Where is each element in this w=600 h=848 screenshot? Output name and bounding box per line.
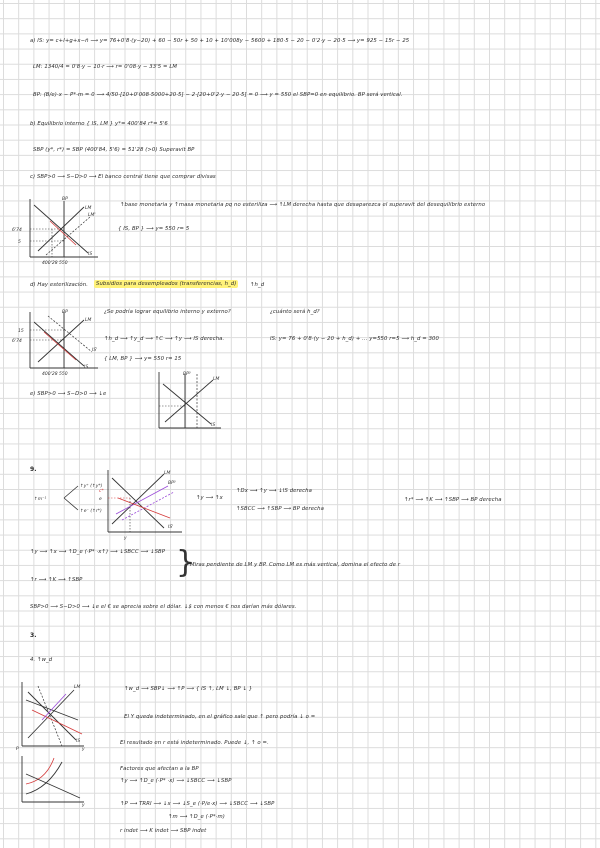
is-red <box>50 221 76 245</box>
graph-d <box>12 310 100 377</box>
section-9: 9. <box>30 466 37 473</box>
label-r674: 6'74 <box>12 228 22 233</box>
eq-e: e) SBP>0 ⟶ S−D>0 ⟶ ↓e <box>30 391 107 397</box>
eq-4-factors: Factores que afectan a la BP <box>120 766 199 772</box>
label-is: IS <box>76 739 81 744</box>
label-bp: BP <box>62 197 68 202</box>
eq-9-rk: ↑r ⟶ ↑K ⟶ ↑SBP <box>30 577 83 583</box>
eq-d-howmuch: ¿cuánto será h_d? <box>270 309 320 315</box>
label-lm2: LM' <box>88 213 96 218</box>
eq-d-title: d) Hay esterilización. <box>30 282 88 288</box>
eq-4-indet: r indet ⟶ K indet ⟶ SBP indet <box>120 828 207 834</box>
label-y: y <box>82 803 85 808</box>
eq-bp: BP: (B/e)·x − P*·m = 0 ⟶ 4/50·[10+0'008·5000+20·5] − 2·[20+0'2·y − 20·5] = 0 ⟶ y = 550 el SBP=0 en equilibrio. BP será vertical. <box>33 92 403 98</box>
graph-4-bottom <box>18 754 90 808</box>
label-yaxis: 400'28 550 <box>42 261 68 266</box>
eq-9-sbp: SBP>0 ⟶ S−D>0 ⟶ ↓e el € se aprecia sobre el dólar. ↓$ con menos € nos darían más dólares. <box>30 604 297 610</box>
label-bot: ↑e⁻ (↑r*) <box>80 509 102 514</box>
eq-c: c) SBP>0 ⟶ S−D>0 ⟶ El banco central tiene que comprar divisas <box>30 174 216 180</box>
brace-9: } <box>176 545 196 580</box>
label-is: IS <box>88 252 93 257</box>
graph-4-top <box>18 680 90 750</box>
eq-is: a) IS: y= c+I+g+x−ñ ⟶ y= 76+0'8·(y−20) + 60 − 50r + 50 + 10 + 10'008y − 5600 + 180·5 − 20 − 0'2·y − 20·5 ⟶ y= 925 − 15r − 25 <box>30 38 410 44</box>
eq-c-eq: { IS, BP } ⟶ y= 550 r= 5 <box>118 226 190 232</box>
label-bp: BP <box>62 310 68 315</box>
eq-d-is: IS: y= 76 + 0'8·(y − 20 + h_d) + ... y=550 r=5 ⟶ h_d = 300 <box>270 336 439 342</box>
eq-9-miras: Miras pendiente de LM y BP. Como LM es más vertical, domina el efecto de r <box>190 562 401 568</box>
eq-4-y: El Y queda indeterminado, en el gráfico sale que ↑ pero podría ↓ o = <box>124 714 316 720</box>
eq-9-top: ↑y ⟶ ↑x <box>196 495 223 501</box>
graph-9-left <box>34 478 104 518</box>
label-r5: 5 <box>18 240 21 245</box>
graph-9 <box>98 468 188 540</box>
eq-9-y: ↑y ⟶ ↑x ⟶ ↑D_e (·P* ·x↑) ⟶ ↓SBCC ⟶ ↓SBP <box>30 549 166 555</box>
eq-internal: b) Equilibrio interno { IS, LM } y*= 400'84 r*= 5'6 <box>30 121 168 127</box>
label-bp0: BP⁰ <box>183 372 191 377</box>
eq-9-b: ↑SBCC ⟶ ↑SBP ⟶ BP derecha <box>236 506 324 512</box>
label-is-prime: IS' <box>92 348 98 353</box>
label-e: e <box>99 497 102 502</box>
eq-4-r: El resultado en r está indeterminado. Puede ↓, ↑ o =. <box>120 740 269 746</box>
label-y: y <box>124 536 127 541</box>
label-lm: LM <box>164 471 171 476</box>
label-bp0: BP⁰ <box>168 481 176 486</box>
label-is-prime: IS' <box>168 525 174 530</box>
eq-c-mon: ↑base monetaria y ↑masa monetaria pq no esteriliza ⟶ ↑LM derecha hasta que desaparezca el superavit del desequilibrio externo <box>120 202 486 208</box>
eq-d-chain: ↑h_d ⟶ ↑y_d ⟶ ↑C ⟶ ↑y ⟶ IS derecha. <box>104 336 225 342</box>
eq-sbp: SBP (y*, r*) = SBP (400'84, 5'6) = 51'28 (>0) Superavit BP <box>33 147 195 153</box>
label-rm: ↑m⁻¹ <box>34 497 47 502</box>
label-is: IS <box>84 365 89 370</box>
eq-4-fp: ↑P ⟶ TRRI ⟶ ↓x ⟶ ↓S_e (·P/e·x) ⟶ ↓SBCC ⟶ ↓SBP <box>120 801 275 807</box>
label-y: y <box>82 747 85 752</box>
label-top: ↑y⁺ (↑y*) <box>80 484 103 489</box>
eq-4-fm: ↑m ⟶ ↑D_e (·P*·m) <box>168 814 225 820</box>
section-4: 4. ↑w_d <box>30 657 53 663</box>
graph-e <box>155 370 225 436</box>
label-yaxis: 400'28 550 <box>42 372 68 377</box>
graph-c <box>12 195 100 266</box>
label-p: P <box>16 747 19 752</box>
eq-d-question: ¿Se podría lograr equilibrio interno y externo? <box>104 309 231 315</box>
eq-d-lmbp: { LM, BP } ⟶ y= 550 r= 15 <box>104 356 182 362</box>
label-lm: LM <box>85 206 92 211</box>
eq-4-fy: ↑y ⟶ ↑D_e (·P* ·x) ⟶ ↓SBCC ⟶ ↓SBP <box>120 778 232 784</box>
eq-d-hd: ↑h_d <box>250 282 265 288</box>
is-red <box>44 332 76 360</box>
label-r674: 6'74 <box>12 339 22 344</box>
eq-9-a: ↑Dx ⟶ ↑y ⟶ ↓IS derecha <box>236 488 312 494</box>
label-lm: LM <box>74 685 81 690</box>
section-3: 3. <box>30 632 37 639</box>
lm-curve <box>38 320 84 362</box>
label-lm: LM <box>85 318 92 323</box>
eq-4-chain: ↑w_d ⟶ SBP↓ ⟶ ↑P ⟶ { IS ↑, LM ↓, BP ↓ } <box>124 686 253 692</box>
eq-9-r: ↑r* ⟶ ↑K ⟶ ↑SBP ⟶ BP derecha <box>404 497 502 503</box>
eq-d-highlight: Subsidios para desempleados (transferencias, h_d) <box>96 281 237 287</box>
eq-lm: LM: 1340/4 = 0'8·y − 10·r ⟶ r= 0'08·y − 33'5 = LM <box>33 64 178 70</box>
label-is: IS <box>211 423 216 428</box>
label-lm: LM <box>213 377 220 382</box>
label-r15: 15 <box>18 329 24 334</box>
label-cfwd: c* <box>99 489 104 494</box>
highlight-box <box>94 281 238 288</box>
